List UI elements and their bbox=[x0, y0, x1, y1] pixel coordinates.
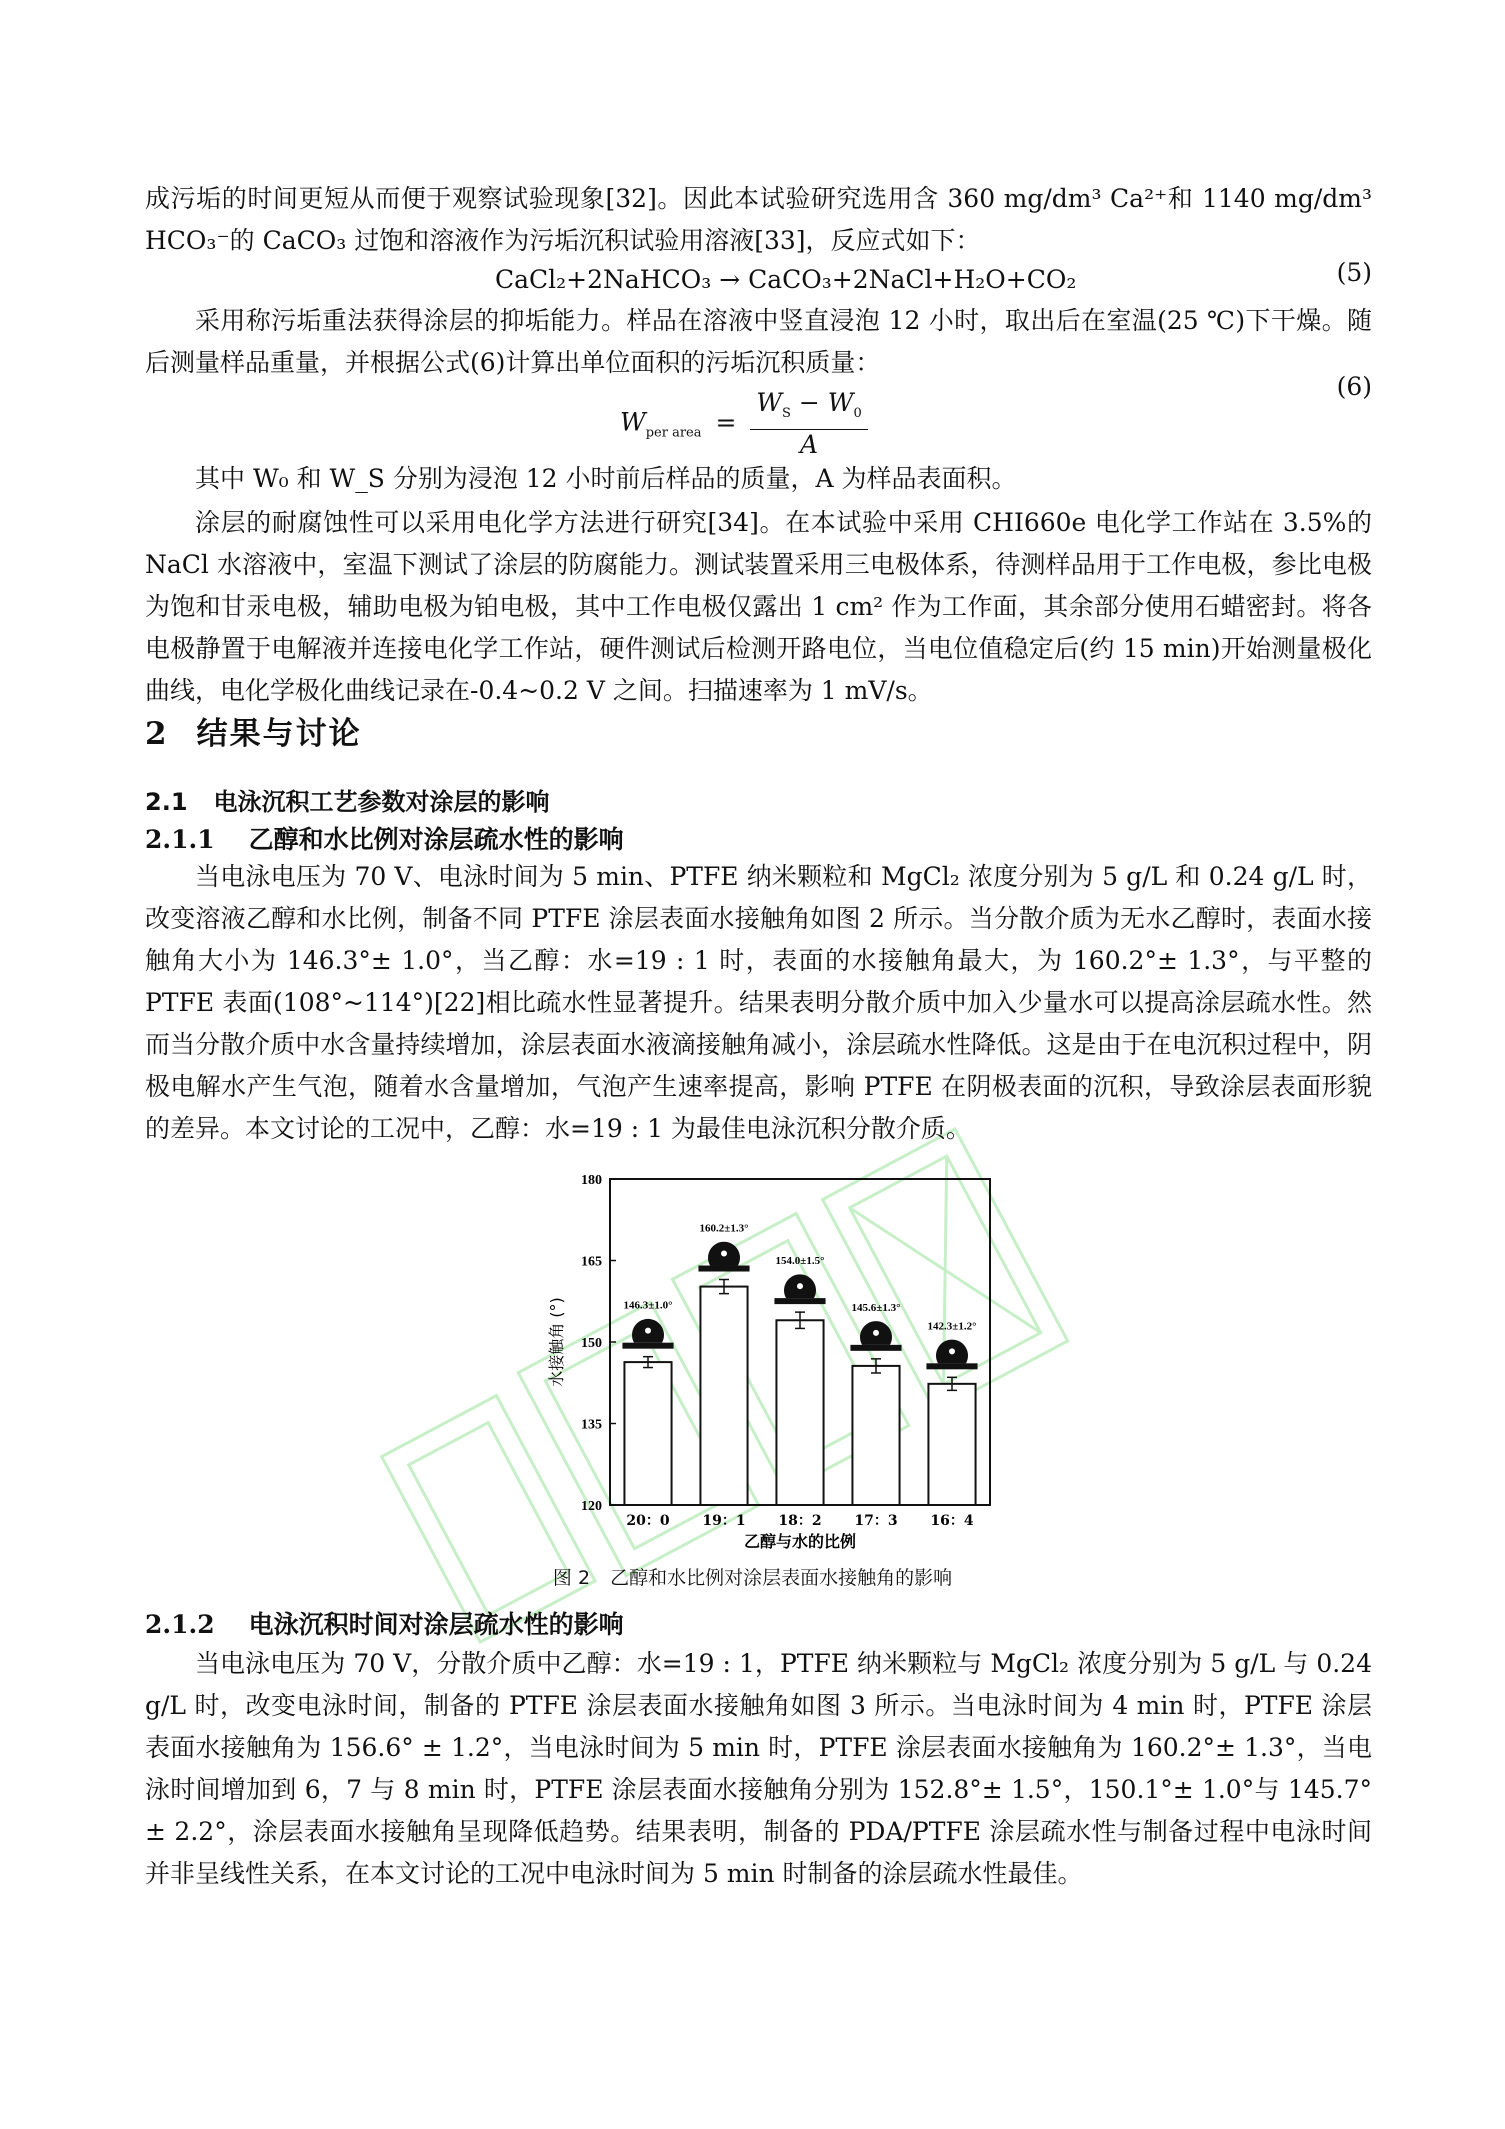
data-label: 145.6±1.3° bbox=[851, 1301, 901, 1314]
bar bbox=[624, 1362, 671, 1505]
substrate-icon bbox=[774, 1298, 825, 1304]
bar bbox=[776, 1320, 823, 1505]
corrosion-paragraph: 涂层的耐腐蚀性可以采用电化学方法进行研究[34]。在本试验中采用 CHI660e 电化学工作站在 3.5%的 NaCl 水溶液中，室温下测试了涂层的防腐能力。测试装置采用三电极体系，待测样品用于工作电极，参比电极为饱和甘汞电极，辅助电极为铂电极，其中工作电极仅露出 1 cm² 作为工作面，其余部分使用石蜡密封。将各电极静置于电解液并连接电化学工作站，硬件测试后检测开路电位，当电位值稳定后(约 15 min)开始测量极化曲线，电化学极化曲线记录在-0.4~0.2 V 之间。扫描速率为 1 mV/s。 bbox=[145, 508, 1372, 705]
substrate-icon bbox=[622, 1343, 673, 1349]
y-tick-label: 135 bbox=[581, 1417, 602, 1433]
data-label: 154.0±1.5° bbox=[775, 1255, 825, 1268]
equation-6-number: (6) bbox=[1336, 372, 1372, 401]
droplet-highlight-icon bbox=[797, 1283, 803, 1289]
droplet-highlight-icon bbox=[721, 1251, 727, 1257]
x-tick-label: 18：2 bbox=[778, 1513, 822, 1529]
y-tick-label: 120 bbox=[581, 1499, 602, 1514]
section-2-1-2-paragraph: 当电泳电压为 70 V，分散介质中乙醇：水=19 : 1，PTFE 纳米颗粒与 MgCl₂ 浓度分别为 5 g/L 与 0.24 g/L 时，改变电泳时间，制备的 PTFE 涂层表面水接触角如图 3 所示。当电泳时间为 4 min 时，PTFE 涂层表面水接触角为 156.6° ± 1.2°，当电泳时间为 5 min 时，PTFE 涂层表面水接触角为 160.2°± 1.3°，当电泳时间增加到 6，7 与 8 min 时，PTFE 涂层表面水接触角分别为 152.8°± 1.5°，150.1°± 1.0°与 145.7°± 2.2°，涂层表面水接触角呈现降低趋势。结果表明，制备的 PDA/PTFE 涂层疏水性与制备过程中电泳时间并非呈线性关系，在本文讨论的工况中电泳时间为 5 min 时制备的涂层疏水性最佳。 bbox=[145, 1649, 1372, 1888]
x-tick-label: 17：3 bbox=[854, 1513, 898, 1529]
eq6-lhs: W bbox=[620, 407, 646, 437]
eq6-num-sub1: S bbox=[782, 406, 791, 421]
y-tick-label: 150 bbox=[581, 1336, 602, 1351]
figure-2-chart bbox=[540, 1165, 1010, 1550]
equation-5: CaCl₂+2NaHCO₃ → CaCO₃+2NaCl+H₂O+CO₂ bbox=[495, 265, 1077, 294]
droplet-highlight-icon bbox=[645, 1328, 651, 1334]
x-tick-label: 16：4 bbox=[930, 1513, 974, 1529]
eq6-minus: − W bbox=[790, 388, 854, 417]
eq6-den: A bbox=[800, 430, 819, 459]
section-2-1-2-heading: 2.1.2 电泳沉积时间对涂层疏水性的影响 bbox=[145, 1610, 624, 1639]
equation-5-number: (5) bbox=[1336, 258, 1372, 287]
x-axis-label: 乙醇与水的比例 bbox=[743, 1532, 857, 1550]
equation-6: $W_{per area}$ = $\frac{W_S - W_0}{A}$ bbox=[620, 388, 868, 460]
weighing-paragraph: 采用称污垢重法获得涂层的抑垢能力。样品在溶液中竖直浸泡 12 小时，取出后在室温(25 ℃)下干燥。随后测量样品重量，并根据公式(6)计算出单位面积的污垢沉积质量： bbox=[145, 306, 1372, 377]
substrate-icon bbox=[926, 1363, 977, 1369]
intro-paragraph: 成污垢的时间更短从而便于观察试验现象[32]。因此本试验研究选用含 360 mg/dm³ Ca²⁺和 1140 mg/dm³ HCO₃⁻的 CaCO₃ 过饱和溶液作为污垢沉积试验用溶液[33]，反应式如下： bbox=[145, 184, 1372, 255]
y-tick-label: 165 bbox=[581, 1254, 602, 1270]
bar bbox=[928, 1384, 975, 1505]
eq6-num-sub2: 0 bbox=[853, 406, 862, 421]
x-tick-label: 19：1 bbox=[702, 1513, 746, 1529]
section-2-1-1-heading: 2.1.1 乙醇和水比例对涂层疏水性的影响 bbox=[145, 825, 624, 854]
eq6-lhs-sub: per area bbox=[645, 425, 702, 441]
substrate-icon bbox=[698, 1266, 749, 1272]
y-axis-label: 水接触角 (°) bbox=[547, 1297, 566, 1387]
droplet-highlight-icon bbox=[873, 1330, 879, 1336]
eq6-num: W bbox=[756, 388, 783, 417]
figure-2-caption: 图 2 乙醇和水比例对涂层表面水接触角的影响 bbox=[552, 1567, 953, 1589]
x-tick-label: 20：0 bbox=[626, 1513, 670, 1529]
section-2-1-1-paragraph: 当电泳电压为 70 V、电泳时间为 5 min、PTFE 纳米颗粒和 MgCl₂ 浓度分别为 5 g/L 和 0.24 g/L 时，改变溶液乙醇和水比例，制备不同 PTFE 涂层表面水接触角如图 2 所示。当分散介质为无水乙醇时，表面水接触角大小为 146.3°± 1.0°，当乙醇：水=19 : 1 时，表面的水接触角最大，为 160.2°± 1.3°，与平整的 PTFE 表面(108°~114°)[22]相比疏水性显著提升。结果表明分散介质中加入少量水可以提高涂层疏水性。然而当分散介质中水含量持续增加，涂层表面水液滴接触角减小，涂层疏水性降低。这是由于在电沉积过程中，阴极电解水产生气泡，随着水含量增加，气泡产生速率提高，影响 PTFE 在阴极表面的沉积，导致涂层表面形貌的差异。本文讨论的工况中，乙醇：水=19 : 1 为最佳电泳沉积分散介质。 bbox=[145, 862, 1372, 1143]
substrate-icon bbox=[850, 1345, 901, 1351]
bar bbox=[700, 1287, 747, 1505]
y-tick-label: 180 bbox=[581, 1173, 602, 1188]
section-2-1-heading: 2.1 电泳沉积工艺参数对涂层的影响 bbox=[145, 788, 550, 816]
bar bbox=[852, 1366, 899, 1505]
data-label: 160.2±1.3° bbox=[699, 1222, 749, 1235]
data-label: 142.3±1.2° bbox=[927, 1320, 977, 1333]
droplet-highlight-icon bbox=[949, 1348, 955, 1354]
section-2-heading: 2 结果与讨论 bbox=[145, 716, 362, 752]
eq6-fraction bbox=[750, 388, 867, 460]
where-paragraph: 其中 W₀ 和 W_S 分别为浸泡 12 小时前后样品的质量，A 为样品表面积。 bbox=[195, 464, 1017, 493]
data-label: 146.3±1.0° bbox=[623, 1299, 673, 1312]
